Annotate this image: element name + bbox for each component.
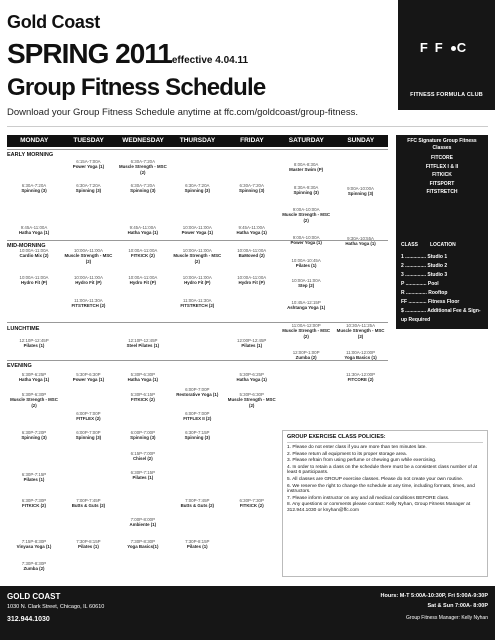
class-name: Pilates (1): [295, 263, 317, 269]
class-time: 10:00A-11:00A: [128, 248, 158, 253]
class-name: Muscle Strength - MSC (2): [227, 397, 276, 408]
class-time: 5:30P-6:30P: [21, 392, 47, 397]
class-name: Spinning (3): [347, 191, 374, 197]
class-time: 5:30P-6:30P: [76, 372, 101, 377]
class-time: 6:00P-7:00P: [185, 387, 210, 392]
class-time: 9:00A-10:00A: [347, 186, 374, 191]
class-time: 10:00A-11:00A: [128, 275, 158, 280]
class-slot: [8, 392, 60, 408]
class-name: Spinning (3): [75, 188, 102, 194]
class-slot: [117, 470, 169, 481]
class-name: Pilates (1): [186, 544, 208, 550]
class-name: Hydro Fit (P): [20, 280, 48, 286]
class-slot: [226, 275, 278, 286]
class-slot: [280, 258, 332, 269]
class-name: Cardio Mix (2): [19, 253, 49, 259]
class-slot: [62, 183, 114, 194]
class-slot: [8, 372, 60, 383]
legend-row: 3 ............... Studio 3: [401, 272, 448, 278]
class-slot: [62, 430, 114, 441]
class-time: 12:10P-12:45P: [128, 338, 158, 343]
class-slot: [62, 498, 114, 509]
class-time: 5:30P-6:25P: [21, 372, 47, 377]
class-slot: [171, 498, 223, 509]
class-name: Pilates (1): [132, 475, 154, 481]
legend-row: 1 ............... Studio 1: [401, 254, 448, 260]
class-name: Hatha Yoga (1): [236, 230, 267, 236]
policies-box: [282, 430, 488, 577]
class-slot: [280, 323, 332, 339]
ffc-logo: [398, 0, 495, 110]
day-thursday: THURSDAY: [179, 137, 216, 144]
class-slot: [171, 248, 223, 264]
policy-item: 2. Please return all equipment to its proper storage area.: [287, 451, 407, 457]
class-name: Hatha Yoga (1): [236, 377, 267, 383]
class-name: Power Yoga (1): [72, 377, 105, 383]
class-slot: [280, 235, 332, 246]
class-name: Muscle Strength - MSC (2): [10, 397, 58, 408]
class-time: 7:00P-7:45P: [185, 498, 210, 503]
class-name: FITSTRETCH (2): [180, 303, 215, 309]
class-slot: [8, 248, 60, 259]
policies-title: GROUP EXERCISE CLASS POLICIES:: [287, 434, 483, 443]
class-name: FITKICK (2): [130, 397, 155, 403]
class-name: Butts & Guts (2): [180, 503, 214, 509]
class-slot: [8, 498, 60, 509]
signature-item: FITSTRETCH: [426, 189, 458, 195]
section-mid-morning: MID-MORNING: [7, 243, 46, 249]
section-early-morning: EARLY MORNING: [7, 152, 54, 158]
class-name: Muscle Strength - MSC (2): [173, 253, 222, 264]
legend-row: FF ............. Fitness Floor: [401, 299, 460, 305]
signature-classes-box: [396, 135, 488, 245]
class-slot: [226, 225, 278, 236]
class-name: Hatha Yoga (1): [18, 230, 50, 236]
class-time: 7:30P-8:15P: [185, 539, 210, 544]
class-name: Spinning (3): [130, 435, 156, 441]
class-name: Pilates (1): [23, 477, 45, 483]
class-name: Hatha Yoga (1): [127, 230, 159, 236]
class-slot: [171, 298, 223, 309]
class-time: 5:30P-6:30P: [239, 392, 264, 397]
class-slot: [280, 350, 332, 361]
class-name: Muscle Strength - MSC (2): [282, 328, 331, 339]
class-name: FITKICK (2): [130, 253, 155, 259]
class-slot: [171, 430, 223, 441]
class-name: Hatha Yoga (1): [127, 377, 159, 383]
class-slot: [117, 451, 169, 462]
signature-item: FITSPORT: [429, 180, 455, 187]
class-name: Power Yoga (1): [290, 240, 322, 246]
day-monday: MONDAY: [20, 137, 49, 144]
class-time: 6:30P-7:20P: [21, 430, 47, 435]
download-note: Download your Group Fitness Schedule anytime at ffc.com/goldcoast/group-fitness.: [7, 107, 358, 118]
footer-club: GOLD COAST: [7, 592, 61, 601]
class-slot: [62, 159, 114, 170]
class-time: 10:00A-11:00A: [182, 275, 212, 280]
class-name: FITFLEX II (2): [183, 416, 212, 422]
class-time: 7:30P-8:30P: [130, 539, 156, 544]
divider: [7, 126, 488, 127]
class-slot: [8, 539, 60, 550]
class-time: 5:30P-6:15P: [130, 392, 156, 397]
footer-hours-weekend: Sat & Sun 7:00A- 8:00P: [427, 603, 488, 609]
class-name: Pilates (1): [241, 343, 263, 349]
class-name: FITCORE (2): [347, 377, 374, 383]
class-name: Hatha Yoga (1): [345, 241, 376, 247]
class-slot: [171, 275, 223, 286]
class-time: 12:10P-12:45P: [19, 338, 49, 343]
class-time: 12:00P-1:00P: [292, 350, 320, 355]
class-time: 6:15A-7:00A: [76, 159, 101, 164]
class-time: 6:30A-7:20A: [21, 183, 47, 188]
class-slot: [335, 236, 387, 247]
class-slot: [62, 372, 114, 383]
class-slot: [62, 411, 114, 422]
class-slot: [117, 430, 169, 441]
class-slot: [171, 387, 223, 398]
class-time: 6:30A-7:20A: [239, 183, 264, 188]
class-slot: [226, 183, 278, 194]
class-time: 10:00A-11:00A: [19, 248, 49, 253]
class-time: 7:00P-7:45P: [76, 498, 101, 503]
day-friday: FRIDAY: [240, 137, 264, 144]
class-time: 6:30P-7:15P: [21, 472, 47, 477]
class-time: 9:45A-11:00A: [129, 225, 157, 230]
class-name: Muscle Strength - MSC (2): [336, 328, 385, 339]
footer: [0, 586, 495, 640]
class-time: 11:00A-11:30A: [182, 298, 212, 303]
class-name: Hatha Yoga (1): [18, 377, 50, 383]
class-slot: [117, 183, 169, 194]
class-time: 11:00A-12:00P: [291, 323, 321, 328]
class-time: 6:30P-7:30P: [239, 498, 264, 503]
class-name: Spinning (3): [21, 188, 47, 194]
class-time: 11:00A-11:30A: [74, 298, 103, 303]
class-name: FITFLEX (2): [76, 416, 101, 422]
class-time: 9:00A-10:00A: [292, 235, 320, 240]
class-slot: [171, 411, 223, 422]
class-slot: [8, 561, 60, 572]
class-slot: [8, 225, 60, 236]
effective-date: effective 4.04.11: [171, 55, 249, 66]
class-time: 11:30A-12:00P: [346, 372, 376, 377]
legend-row: P ............... Pool: [401, 281, 439, 287]
class-name: Vinyasa Yoga (1): [16, 544, 52, 550]
class-name: Spinning (3): [184, 188, 210, 194]
class-name: Spinning (3): [21, 435, 47, 441]
class-time: 9:00A-10:00A: [292, 207, 320, 212]
class-name: Yoga Basics (1): [344, 355, 377, 361]
class-slot: [117, 539, 169, 550]
location-title: Gold Coast: [7, 12, 101, 32]
policy-item: 5. All classes are GROUP exercise classes. Please do not create your own routine.: [287, 476, 464, 482]
class-time: 6:00P-7:00P: [76, 411, 101, 416]
class-time: 10:00A-11:00A: [237, 248, 267, 253]
class-name: Spinning (3): [239, 188, 265, 194]
class-name: Spinning (3): [130, 188, 156, 194]
footer-hours-weekday: Hours: M-T 5:00A-10:30P, Fri 5:00A-9:30P: [380, 593, 488, 599]
class-name: Power Yoga (1): [181, 230, 213, 236]
class-name: Hydro Fit (P): [184, 280, 211, 286]
class-slot: [280, 207, 332, 223]
class-slot: [171, 183, 223, 194]
signature-item: FITFLEX I & II: [425, 163, 459, 170]
class-slot: [280, 300, 332, 311]
class-slot: [117, 159, 169, 175]
class-slot: [226, 498, 278, 509]
class-time: 9:30A-10:55A: [347, 236, 374, 241]
legend-location-heading: LOCATION: [429, 242, 456, 248]
class-time: 5:30P-6:25P: [239, 372, 264, 377]
signature-title: FFC Signature Group Fitness Classes: [407, 138, 477, 151]
class-time: 6:30P-7:15P: [185, 430, 210, 435]
class-time: 10:00A-11:00A: [19, 275, 49, 280]
class-slot: [226, 338, 278, 349]
class-slot: [335, 350, 387, 361]
class-time: 7:30P-8:15P: [76, 539, 101, 544]
class-time: 5:30P-6:30P: [130, 372, 156, 377]
class-time: 7:00P-8:00P: [130, 517, 156, 522]
legend-row: $ ............... Additional Fee & Sign-up Required: [401, 308, 481, 323]
class-slot: [62, 275, 114, 286]
class-name: FITKICK (2): [22, 503, 46, 509]
signature-item: FITKICK: [432, 172, 452, 178]
class-slot: [280, 185, 332, 196]
class-slot: [226, 392, 278, 408]
class-time: 9:45A-11:00A: [238, 225, 265, 230]
class-time: 10:30A-11:25A: [346, 323, 376, 328]
class-time: 9:45A-11:00A: [20, 225, 48, 230]
class-name: Pilates (1): [78, 544, 99, 550]
class-time: 6:00P-7:00P: [130, 430, 156, 435]
class-slot: [117, 392, 169, 403]
class-time: 6:15P-7:00P: [130, 451, 156, 456]
class-time: 6:30A-7:20A: [130, 183, 156, 188]
footer-manager: Group Fitness Manager: Kelly Nyhan: [406, 615, 488, 621]
class-slot: [335, 186, 387, 197]
class-name: FITKICK (2): [239, 503, 264, 509]
class-time: 6:00P-7:00P: [76, 430, 101, 435]
class-time: 6:30A-7:20A: [130, 159, 156, 164]
class-time: 8:00A-8:30A: [293, 162, 319, 167]
section-evening: EVENING: [7, 363, 32, 369]
class-slot: [62, 539, 114, 550]
class-name: Zumba (2): [23, 566, 45, 572]
class-name: Spinning (3): [293, 190, 319, 196]
class-time: 7:30P-8:30P: [21, 561, 47, 566]
class-time: 11:00A-12:00P: [346, 350, 376, 355]
class-name: BaMoved (2): [238, 253, 265, 259]
policy-item: 4. In order to retain a class on the schedule there must be a consistent class number of at least 6 participants.: [287, 464, 478, 476]
class-slot: [117, 248, 169, 259]
class-time: 12:00P-12:45P: [237, 338, 267, 343]
class-time: 8:30A-9:30A: [293, 185, 319, 190]
class-name: Steel Pilates (1): [126, 343, 160, 349]
class-time: 10:00A-11:00A: [182, 248, 212, 253]
class-slot: [8, 430, 60, 441]
class-slot: [8, 338, 60, 349]
page-title: Group Fitness Schedule: [7, 74, 266, 101]
class-slot: [8, 472, 60, 483]
class-name: Step (2): [298, 283, 315, 289]
class-name: Muscle Strength - MSC (2): [118, 164, 167, 175]
class-time: 6:30A-7:20A: [76, 183, 101, 188]
class-name: Spinning (3): [75, 435, 102, 441]
class-time: 10:00A-11:00A: [291, 278, 321, 283]
class-slot: [117, 225, 169, 236]
logo-name: FITNESS FORMULA CLUB: [410, 92, 483, 98]
class-time: 10:00A-11:00A: [73, 248, 103, 253]
class-name: Yoga Basics(1): [127, 544, 159, 550]
class-name: Chisel (2): [132, 456, 153, 462]
legend-class-heading: CLASS: [401, 242, 418, 248]
class-slot: [117, 372, 169, 383]
class-name: Ambiente (1): [129, 522, 157, 528]
class-slot: [62, 298, 114, 309]
location-legend: [396, 238, 488, 329]
signature-item: FITCORE: [431, 155, 453, 161]
logo-mark: FF C: [419, 40, 474, 55]
day-wednesday: WEDNESDAY: [122, 137, 164, 144]
class-slot: [171, 225, 223, 236]
legend-row: 2 ............... Studio 2: [401, 263, 448, 269]
section-line: [7, 149, 388, 150]
class-slot: [8, 275, 60, 286]
class-name: Pilates (1): [23, 343, 45, 349]
class-slot: [226, 372, 278, 383]
class-time: 10:00A-11:00A: [237, 275, 267, 280]
class-name: Restorative Yoga (1): [176, 392, 219, 398]
class-name: Butts & Guts (2): [71, 503, 106, 509]
class-name: FITSTRETCH (2): [71, 303, 106, 309]
class-slot: [8, 183, 60, 194]
class-time: 10:00A-10:45A: [291, 258, 321, 263]
class-slot: [117, 338, 169, 349]
class-slot: [335, 323, 387, 339]
class-name: Muscle Strength - MSC (2): [282, 212, 331, 223]
class-name: Power Yoga (1): [72, 164, 105, 170]
policy-item: 3. Please refrain from using perfume or chewing gum while exercising.: [287, 458, 437, 464]
class-name: Hydro Fit (P): [238, 280, 265, 286]
class-slot: [335, 372, 387, 383]
class-slot: [280, 162, 332, 173]
class-name: Muscle Strength - MSC (2): [64, 253, 113, 264]
day-header: [7, 135, 388, 147]
policy-item: 6. We reserve the right to change the schedule at any time, including formats, times, and instructors.: [287, 483, 475, 495]
policy-item: 8. Any questions or comments please contact: Kelly Nyhan, Group Fitness Manager at 312.944.1030 or knyhan@ffc.com: [287, 502, 471, 513]
section-lunchtime: LUNCHTIME: [7, 326, 40, 332]
class-slot: [117, 275, 169, 286]
class-time: 6:30P-7:15P: [130, 470, 156, 475]
class-slot: [117, 517, 169, 528]
header: [0, 0, 495, 126]
class-slot: [280, 278, 332, 289]
footer-phone: 312.944.1030: [7, 616, 50, 623]
class-name: Zumba (2): [295, 355, 317, 361]
class-time: 10:00A-11:00A: [182, 225, 212, 230]
season-title: SPRING 2011effective 4.04.11: [7, 38, 249, 69]
class-name: Master Swim (P): [289, 167, 324, 173]
day-sunday: SUNDAY: [347, 137, 375, 144]
class-name: Hydro Fit (P): [75, 280, 102, 286]
class-name: Ashtanga Yoga (1): [287, 305, 326, 311]
class-time: 6:00P-7:00P: [185, 411, 210, 416]
class-slot: [171, 539, 223, 550]
class-time: 6:30A-7:20A: [185, 183, 210, 188]
class-slot: [226, 248, 278, 259]
day-tuesday: TUESDAY: [73, 137, 104, 144]
footer-address: 1030 N. Clark Street, Chicago, IL 60610: [7, 604, 105, 610]
day-saturday: SATURDAY: [288, 137, 324, 144]
class-slot: [62, 248, 114, 264]
class-time: 10:45A-12:15P: [291, 300, 321, 305]
legend-row: R ............... Rooftop: [401, 290, 448, 296]
class-name: Spinning (3): [184, 435, 210, 441]
class-name: Hydro Fit (P): [129, 280, 157, 286]
class-time: 10:00A-11:00A: [73, 275, 103, 280]
class-time: 6:30P-7:30P: [21, 498, 47, 503]
class-time: 7:15P-8:30P: [21, 539, 47, 544]
policy-item: 7. Please inform instructor on any and all medical conditions BEFORE class.: [287, 495, 450, 501]
policy-item: 1. Please do not enter class if you are more than ten minutes late.: [287, 445, 427, 450]
